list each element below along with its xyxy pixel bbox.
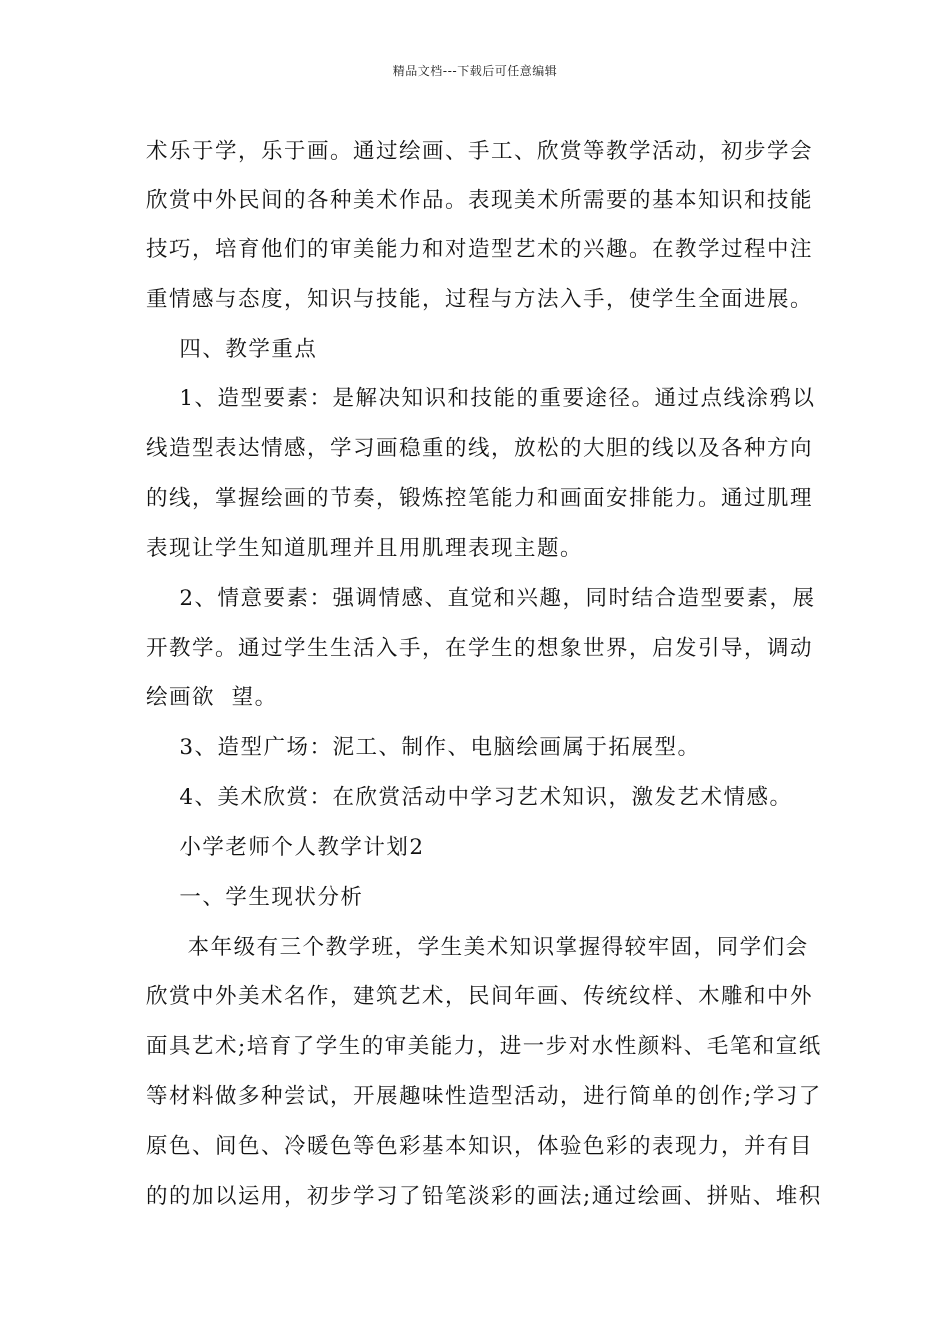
paragraph-line: 原色、间色、冷暖色等色彩基本知识，体验色彩的表现力，并有目 [146, 1134, 814, 1159]
paragraph-line: 绘画欲 望。 [146, 685, 278, 710]
paragraph-line: 表现让学生知道肌理并且用肌理表现主题。 [146, 536, 584, 561]
section-heading: 一、学生现状分析 [146, 885, 364, 910]
paragraph-line: 开教学。通过学生生活入手，在学生的想象世界，启发引导，调动 [146, 636, 814, 661]
paragraph-line: 等材料做多种尝试，开展趣味性造型活动，进行简单的创作;学习了 [146, 1084, 822, 1109]
paragraph-line: 4、美术欣赏：在欣赏活动中学习艺术知识，激发艺术情感。 [146, 785, 793, 810]
paragraph-line: 面具艺术;培育了学生的审美能力，进一步对水性颜料、毛笔和宣纸 [146, 1034, 822, 1059]
paragraph-line: 1、造型要素：是解决知识和技能的重要途径。通过点线涂鸦以 [146, 386, 816, 411]
paragraph-line: 欣赏中外美术名作，建筑艺术，民间年画、传统纹样、木雕和中外 [146, 984, 814, 1009]
paragraph-line: 重情感与态度，知识与技能，过程与方法入手，使学生全面进展。 [146, 287, 814, 312]
paragraph-line: 本年级有三个教学班，学生美术知识掌握得较牢固，同学们会 [146, 935, 809, 960]
section-heading: 四、教学重点 [146, 337, 318, 362]
paragraph-line: 线造型表达情感，学习画稳重的线，放松的大胆的线以及各种方向 [146, 436, 814, 461]
paragraph-line: 术乐于学，乐于画。通过绘画、手工、欣赏等教学活动，初步学会 [146, 139, 814, 164]
paragraph-line: 欣赏中外民间的各种美术作品。表现美术所需要的基本知识和技能 [146, 188, 814, 213]
paragraph-line: 的线，掌握绘画的节奏，锻炼控笔能力和画面安排能力。通过肌理 [146, 486, 814, 511]
paragraph-line: 的的加以运用，初步学习了铅笔淡彩的画法;通过绘画、拼贴、堆积 [146, 1184, 822, 1209]
paragraph-line: 技巧，培育他们的审美能力和对造型艺术的兴趣。在教学过程中注 [146, 237, 814, 262]
page-header: 精品文档---下载后可任意编辑 [392, 64, 558, 78]
paragraph-line: 2、情意要素：强调情感、直觉和兴趣，同时结合造型要素，展 [146, 586, 816, 611]
document-title: 小学老师个人教学计划2 [146, 835, 425, 860]
paragraph-line: 3、造型广场：泥工、制作、电脑绘画属于拓展型。 [146, 735, 701, 760]
